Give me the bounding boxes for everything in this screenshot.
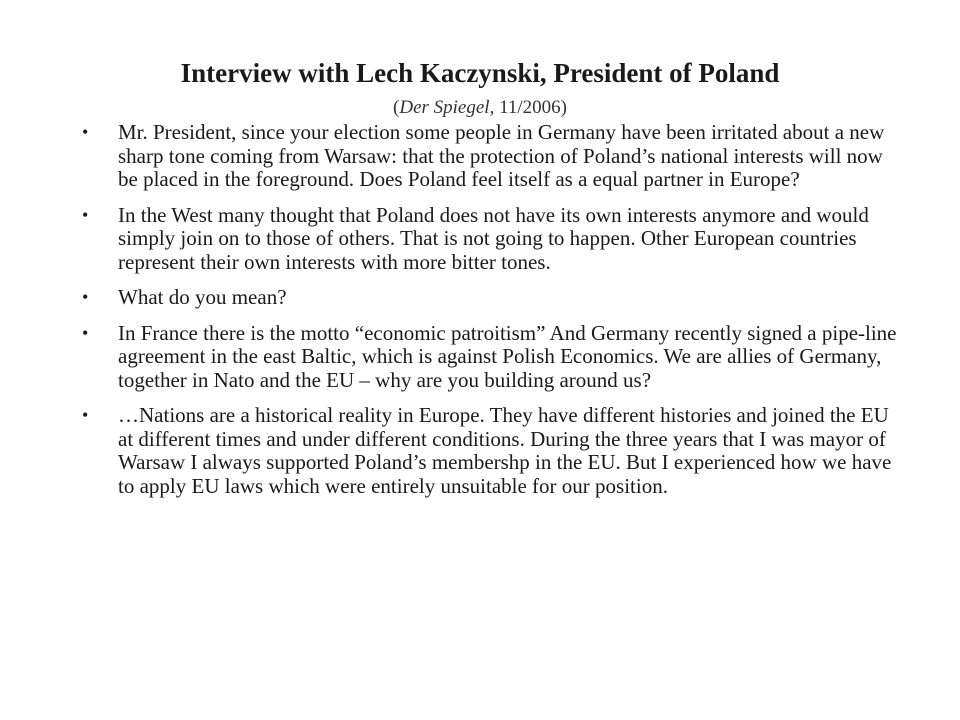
bullet-item <box>78 204 898 275</box>
bullet-list <box>78 121 898 510</box>
bullet-icon: • <box>82 122 89 142</box>
bullet-text: Mr. President, since your election some people in Germany have been irritated about a new sharp tone coming from Warsaw: that the protection of Poland’s national interests will now be placed in the foreground. Does Poland feel itself as a equal partner in Europe? <box>118 120 885 191</box>
bullet-icon: • <box>82 405 89 425</box>
source-publication: Der Spiegel <box>399 97 490 118</box>
bullet-text: What do you mean? <box>118 285 287 309</box>
bullet-icon: • <box>82 287 89 307</box>
bullet-item <box>78 286 898 310</box>
bullet-item <box>78 121 898 192</box>
bullet-item <box>78 322 898 393</box>
bullet-icon: • <box>82 322 89 343</box>
bullet-text: In the West many thought that Poland does not have its own interests anymore and would simply join on to those of others. That is not going to happen. Other European countries represent their own interests with more bitter tones. <box>118 202 869 274</box>
bullet-text: In France there is the motto “economic patroitism” And Germany recently signed a pipe-line agreement in the east Baltic, which is against Polish Economics. We are allies of Germany, together in Nato and the EU – why are you building around us? <box>118 320 897 392</box>
source-citation <box>0 96 960 120</box>
source-open-paren: ( <box>393 97 400 118</box>
bullet-item <box>78 404 898 498</box>
slide-title: Interview with Lech Kaczynski, President of Poland <box>180 58 780 88</box>
bullet-icon: • <box>82 204 89 225</box>
bullet-text: …Nations are a historical reality in Europe. They have different histories and joined the EU at different times and under different conditions. During the three years that I was mayor of Warsaw I always supported Poland’s membershp in the EU. But I experienced how we have to apply EU laws which were entirely unsuitable for our position. <box>118 403 892 498</box>
source-issue: , 11/2006) <box>489 97 567 118</box>
